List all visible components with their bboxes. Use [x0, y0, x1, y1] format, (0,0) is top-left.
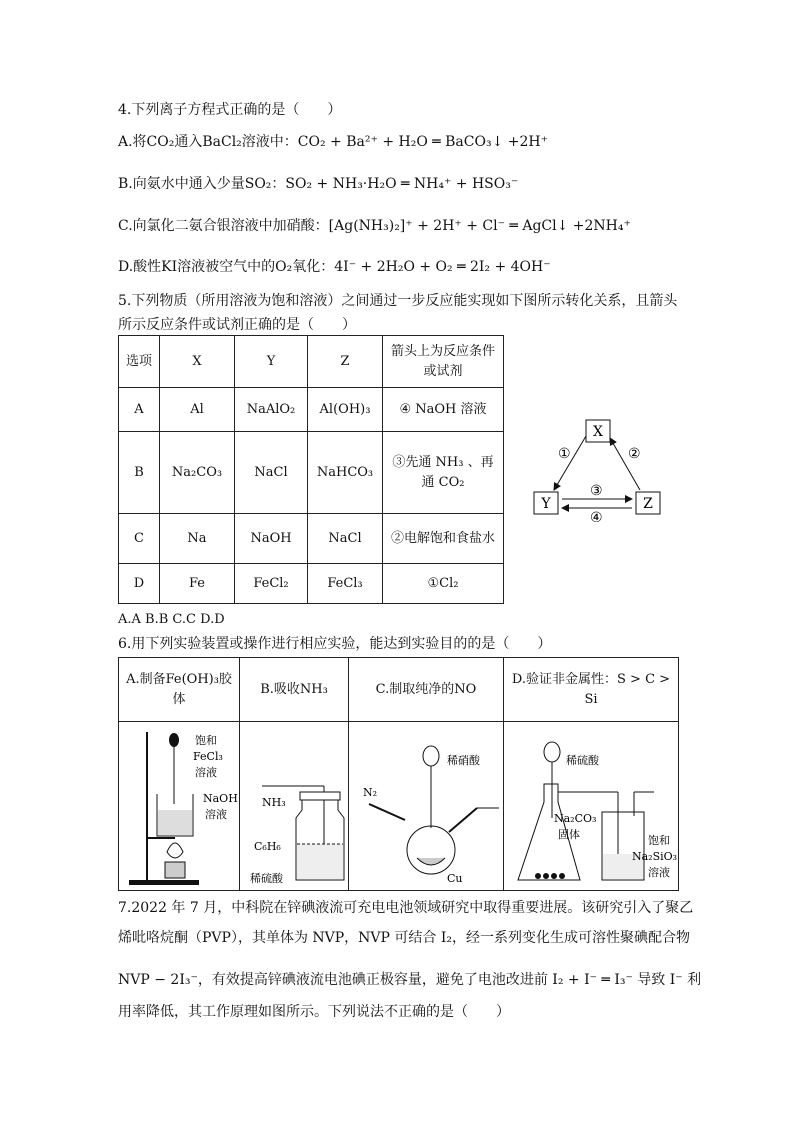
- header-cell: X: [160, 336, 235, 388]
- apparatus-b-diagram: [240, 722, 348, 890]
- header-cell: Z: [308, 336, 383, 388]
- header-cell: A.制备Fe(OH)₃胶体: [119, 658, 240, 722]
- arrow-label-1: ①: [558, 446, 571, 462]
- conversion-diagram: [528, 410, 678, 522]
- q4-stem: 4.下列离子方程式正确的是（ ）: [118, 102, 342, 118]
- table-row: [119, 514, 504, 564]
- label-b3: 稀硫酸: [250, 872, 283, 885]
- header-cell: 箭头上为反应条件或试剂: [383, 336, 504, 388]
- cell: NaCl: [308, 514, 383, 564]
- label-c1: N₂: [363, 786, 378, 799]
- label-d6: 溶液: [648, 866, 670, 879]
- table-header-row: [119, 658, 679, 722]
- apparatus-d-cell: [504, 722, 679, 891]
- arrow-label-4: ④: [590, 510, 603, 522]
- node-y-label: Y: [541, 496, 551, 512]
- cell: Al: [160, 388, 235, 432]
- label-d3: 固体: [558, 828, 580, 841]
- q4-option-a: A.将CO₂通入BaCl₂溶液中：CO₂ + Ba²⁺ + H₂O ═ BaCO₃↓ +2H⁺: [118, 134, 548, 150]
- label-b2: C₆H₆: [254, 840, 281, 853]
- q4-option-d: D.酸性KI溶液被空气中的O₂氧化：4I⁻ + 2H₂O + O₂ ═ 2I₂ + 4OH⁻: [118, 259, 551, 275]
- cell: Na₂CO₃: [160, 432, 235, 514]
- cell: Fe: [160, 564, 235, 604]
- cell: NaCl: [235, 432, 308, 514]
- table-row: [119, 722, 679, 891]
- cell: Al(OH)₃: [308, 388, 383, 432]
- arrow-label-3: ③: [590, 483, 603, 499]
- header-cell: B.吸收NH₃: [240, 658, 349, 722]
- cell: FeCl₂: [235, 564, 308, 604]
- cell: NaAlO₂: [235, 388, 308, 432]
- cell: NaOH: [235, 514, 308, 564]
- node-z-label: Z: [643, 496, 653, 512]
- q5-stem-1: 5.下列物质（所用溶液为饱和溶液）之间通过一步反应能实现如下图所示转化关系，且箭头: [118, 293, 678, 309]
- apparatus-b-cell: [240, 722, 349, 891]
- table-row: [119, 564, 504, 604]
- apparatus-c-diagram: [349, 722, 503, 890]
- header-cell: D.验证非金属性：S > C > Si: [504, 658, 679, 722]
- node-x-label: X: [593, 424, 603, 440]
- apparatus-d-diagram: [504, 722, 678, 890]
- q5-table: [118, 335, 504, 604]
- cell: A: [119, 388, 160, 432]
- apparatus-a-diagram: [119, 722, 239, 890]
- cell: ④ NaOH 溶液: [383, 388, 504, 432]
- cell: ②电解饱和食盐水: [383, 514, 504, 564]
- label-d2: Na₂CO₃: [554, 812, 597, 825]
- q4-option-b: B.向氨水中通入少量SO₂：SO₂ + NH₃·H₂O ═ NH₄⁺ + HSO₃⁻: [118, 176, 519, 192]
- apparatus-c-cell: [349, 722, 504, 891]
- header-cell: C.制取纯净的NO: [349, 658, 504, 722]
- q7-line-4: 用率降低，其工作原理如图所示。下列说法不正确的是（ ）: [118, 1004, 510, 1020]
- q7-line-2: 烯吡咯烷酮（PVP），其单体为 NVP，NVP 可结合 I₂，经一系列变化生成可溶性聚碘配合物: [118, 930, 691, 946]
- cell: ①Cl₂: [383, 564, 504, 604]
- cell: FeCl₃: [308, 564, 383, 604]
- cell: NaHCO₃: [308, 432, 383, 514]
- q4-option-c: C.向氯化二氨合银溶液中加硝酸：[Ag(NH₃)₂]⁺ + 2H⁺ + Cl⁻ ═ AgCl↓ +2NH₄⁺: [118, 218, 631, 234]
- cell: Na: [160, 514, 235, 564]
- table-row: [119, 388, 504, 432]
- label-c3: Cu: [447, 872, 463, 885]
- label-b1: NH₃: [262, 796, 286, 809]
- table-header-row: [119, 336, 504, 388]
- apparatus-a-cell: [119, 722, 240, 891]
- q6-stem: 6.用下列实验装置或操作进行相应实验，能达到实验目的的是（ ）: [118, 636, 552, 652]
- label-d5: Na₂SiO₃: [632, 850, 678, 863]
- cell: C: [119, 514, 160, 564]
- table-row: [119, 432, 504, 514]
- cell: D: [119, 564, 160, 604]
- label-a4: NaOH: [203, 792, 238, 805]
- arrow-1: [554, 436, 586, 490]
- label-a3: 溶液: [195, 766, 217, 779]
- cell: B: [119, 432, 160, 514]
- q7-line-3: NVP − 2I₃⁻，有效提高锌碘液流电池碘正极容量，避免了电池改进前 I₂ + I⁻ ═ I₃⁻ 导致 I⁻ 利: [118, 972, 702, 988]
- arrow-label-2: ②: [628, 446, 641, 462]
- label-a5: 溶液: [205, 808, 227, 821]
- label-d4: 饱和: [648, 834, 670, 847]
- label-a2: FeCl₃: [193, 750, 223, 763]
- q6-table: [118, 657, 679, 891]
- cell: ③先通 NH₃ 、再通 CO₂: [383, 432, 504, 514]
- label-d1: 稀硫酸: [566, 754, 599, 767]
- q5-stem-2: 所示反应条件或试剂正确的是（ ）: [118, 317, 356, 333]
- label-c2: 稀硝酸: [447, 754, 480, 767]
- header-cell: 选项: [119, 336, 160, 388]
- label-a1: 饱和: [195, 734, 217, 747]
- q7-line-1: 7.2022 年 7 月，中科院在锌碘液流可充电电池领域研究中取得重要进展。该研究引入了聚乙: [118, 900, 694, 916]
- q5-choices: A.A B.B C.C D.D: [118, 612, 225, 627]
- header-cell: Y: [235, 336, 308, 388]
